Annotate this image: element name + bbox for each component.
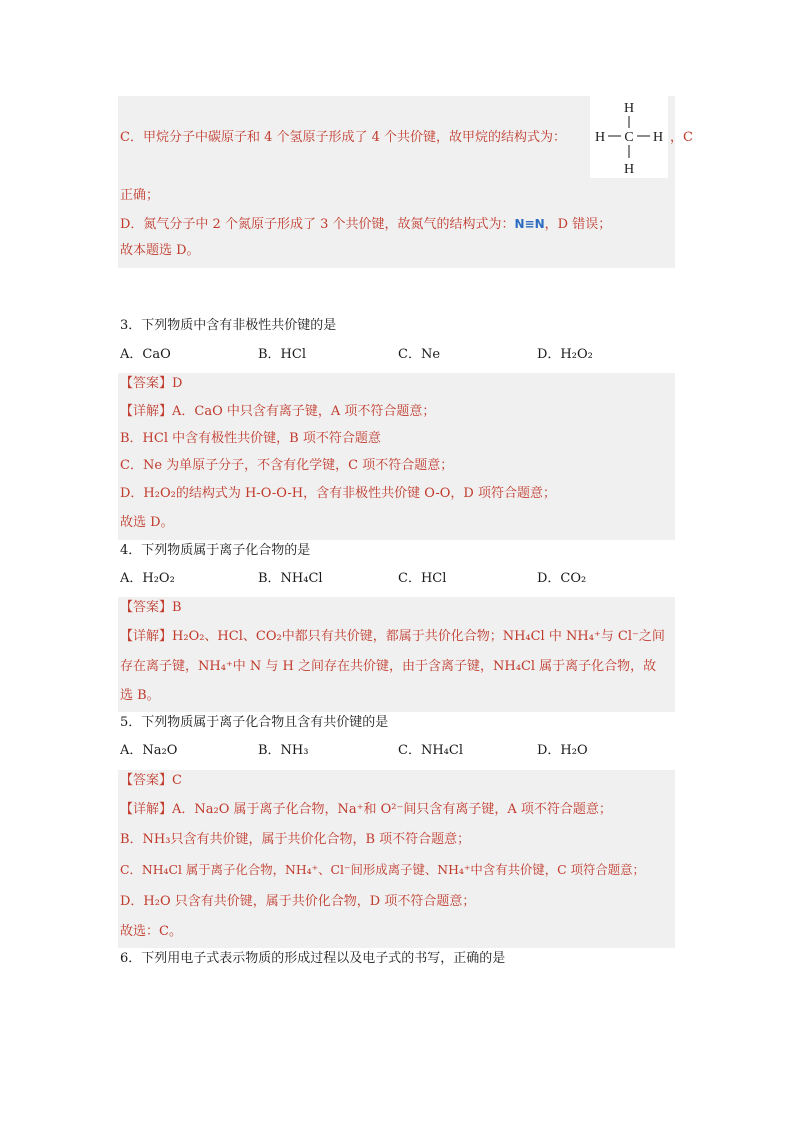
q5-detail-2: B．NH₃只含有共价键，属于共价化合物，B 项不符合题意；	[120, 832, 471, 847]
solution-box-q3	[118, 373, 675, 540]
solution-line-c2: 正确；	[120, 188, 160, 203]
question-5: 5．下列物质属于离子化合物且含有共价键的是	[120, 715, 389, 730]
solution-box-q5	[118, 770, 675, 948]
solution-line-c: C．甲烷分子中碳原子和 4 个氢原子形成了 4 个共价键，故甲烷的结构式为：	[120, 130, 567, 145]
methane-h-right: H	[652, 130, 664, 145]
solution-box-q4	[118, 597, 675, 712]
q5-option-a: A．Na₂O	[120, 743, 178, 758]
solution-line-d: D．氮气分子中 2 个氮原子形成了 3 个共价键，故氮气的结构式为：N≡N，D 错误；	[120, 217, 612, 232]
methane-h-top: H	[623, 101, 635, 116]
q3-detail-3: C．Ne 为单原子分子，不含有化学键，C 项不符合题意；	[120, 458, 454, 473]
methane-h-bottom: H	[623, 162, 635, 177]
q4-option-a: A．H₂O₂	[120, 571, 175, 586]
q3-option-d: D．H₂O₂	[537, 347, 593, 362]
q4-detail-3: 选 B。	[120, 688, 160, 703]
methane-structural-formula	[590, 96, 668, 178]
q3-option-b: B．HCl	[258, 347, 306, 362]
question-4: 4．下列物质属于离子化合物的是	[120, 543, 311, 558]
q3-option-c: C．Ne	[398, 347, 441, 362]
q5-detail-3: C．NH₄Cl 属于离子化合物，NH₄⁺、Cl⁻间形成离子键、NH₄⁺中含有共价键，C 项符合题意；	[120, 862, 645, 877]
q3-detail-5: 故选 D。	[120, 515, 174, 530]
q5-detail-1: 【详解】A．Na₂O 属于离子化合物，Na⁺和 O²⁻间只含有离子键，A 项不符合题意；	[120, 802, 612, 817]
q5-option-d: D．H₂O	[537, 743, 588, 758]
q4-detail-1: 【详解】H₂O₂、HCl、CO₂中都只有共价键，都属于共价化合物；NH₄Cl 中 NH₄⁺与 Cl⁻之间	[120, 629, 665, 644]
q4-option-c: C．HCl	[398, 571, 447, 586]
q3-answer: 【答案】D	[120, 376, 183, 391]
q5-answer: 【答案】C	[120, 773, 182, 788]
question-6: 6．下列用电子式表示物质的形成过程以及电子式的书写，正确的是	[120, 951, 506, 966]
q3-detail-1: 【详解】A．CaO 中只含有离子键，A 项不符合题意；	[120, 404, 436, 419]
methane-c: C	[624, 130, 634, 145]
q5-option-b: B．NH₃	[258, 743, 309, 758]
q3-detail-2: B．HCl 中含有极性共价键，B 项不符合题意	[120, 431, 381, 446]
q4-option-b: B．NH₄Cl	[258, 571, 323, 586]
q4-detail-2: 存在离子键，NH₄⁺中 N 与 H 之间存在共价键，由于含离子键，NH₄Cl 属于离子化合物，故	[120, 659, 657, 674]
q4-answer: 【答案】B	[120, 600, 182, 615]
methane-structure-svg	[590, 96, 668, 178]
q5-detail-5: 故选：C。	[120, 924, 182, 939]
question-3: 3．下列物质中含有非极性共价键的是	[120, 318, 337, 333]
q4-option-d: D．CO₂	[537, 571, 587, 586]
solution-conclusion: 故本题选 D。	[120, 243, 200, 258]
n2-formula: N≡N	[514, 217, 545, 231]
q3-option-a: A．CaO	[120, 347, 171, 362]
methane-h-left: H	[594, 130, 606, 145]
q5-detail-4: D．H₂O 只含有共价键，属于共价化合物，D 项不符合题意；	[120, 894, 476, 909]
q3-detail-4: D．H₂O₂的结构式为 H-O-O-H，含有非极性共价键 O-O，D 项符合题意；	[120, 486, 556, 501]
q5-option-c: C．NH₄Cl	[398, 743, 463, 758]
solution-line-c-tail: ，C	[670, 130, 693, 145]
